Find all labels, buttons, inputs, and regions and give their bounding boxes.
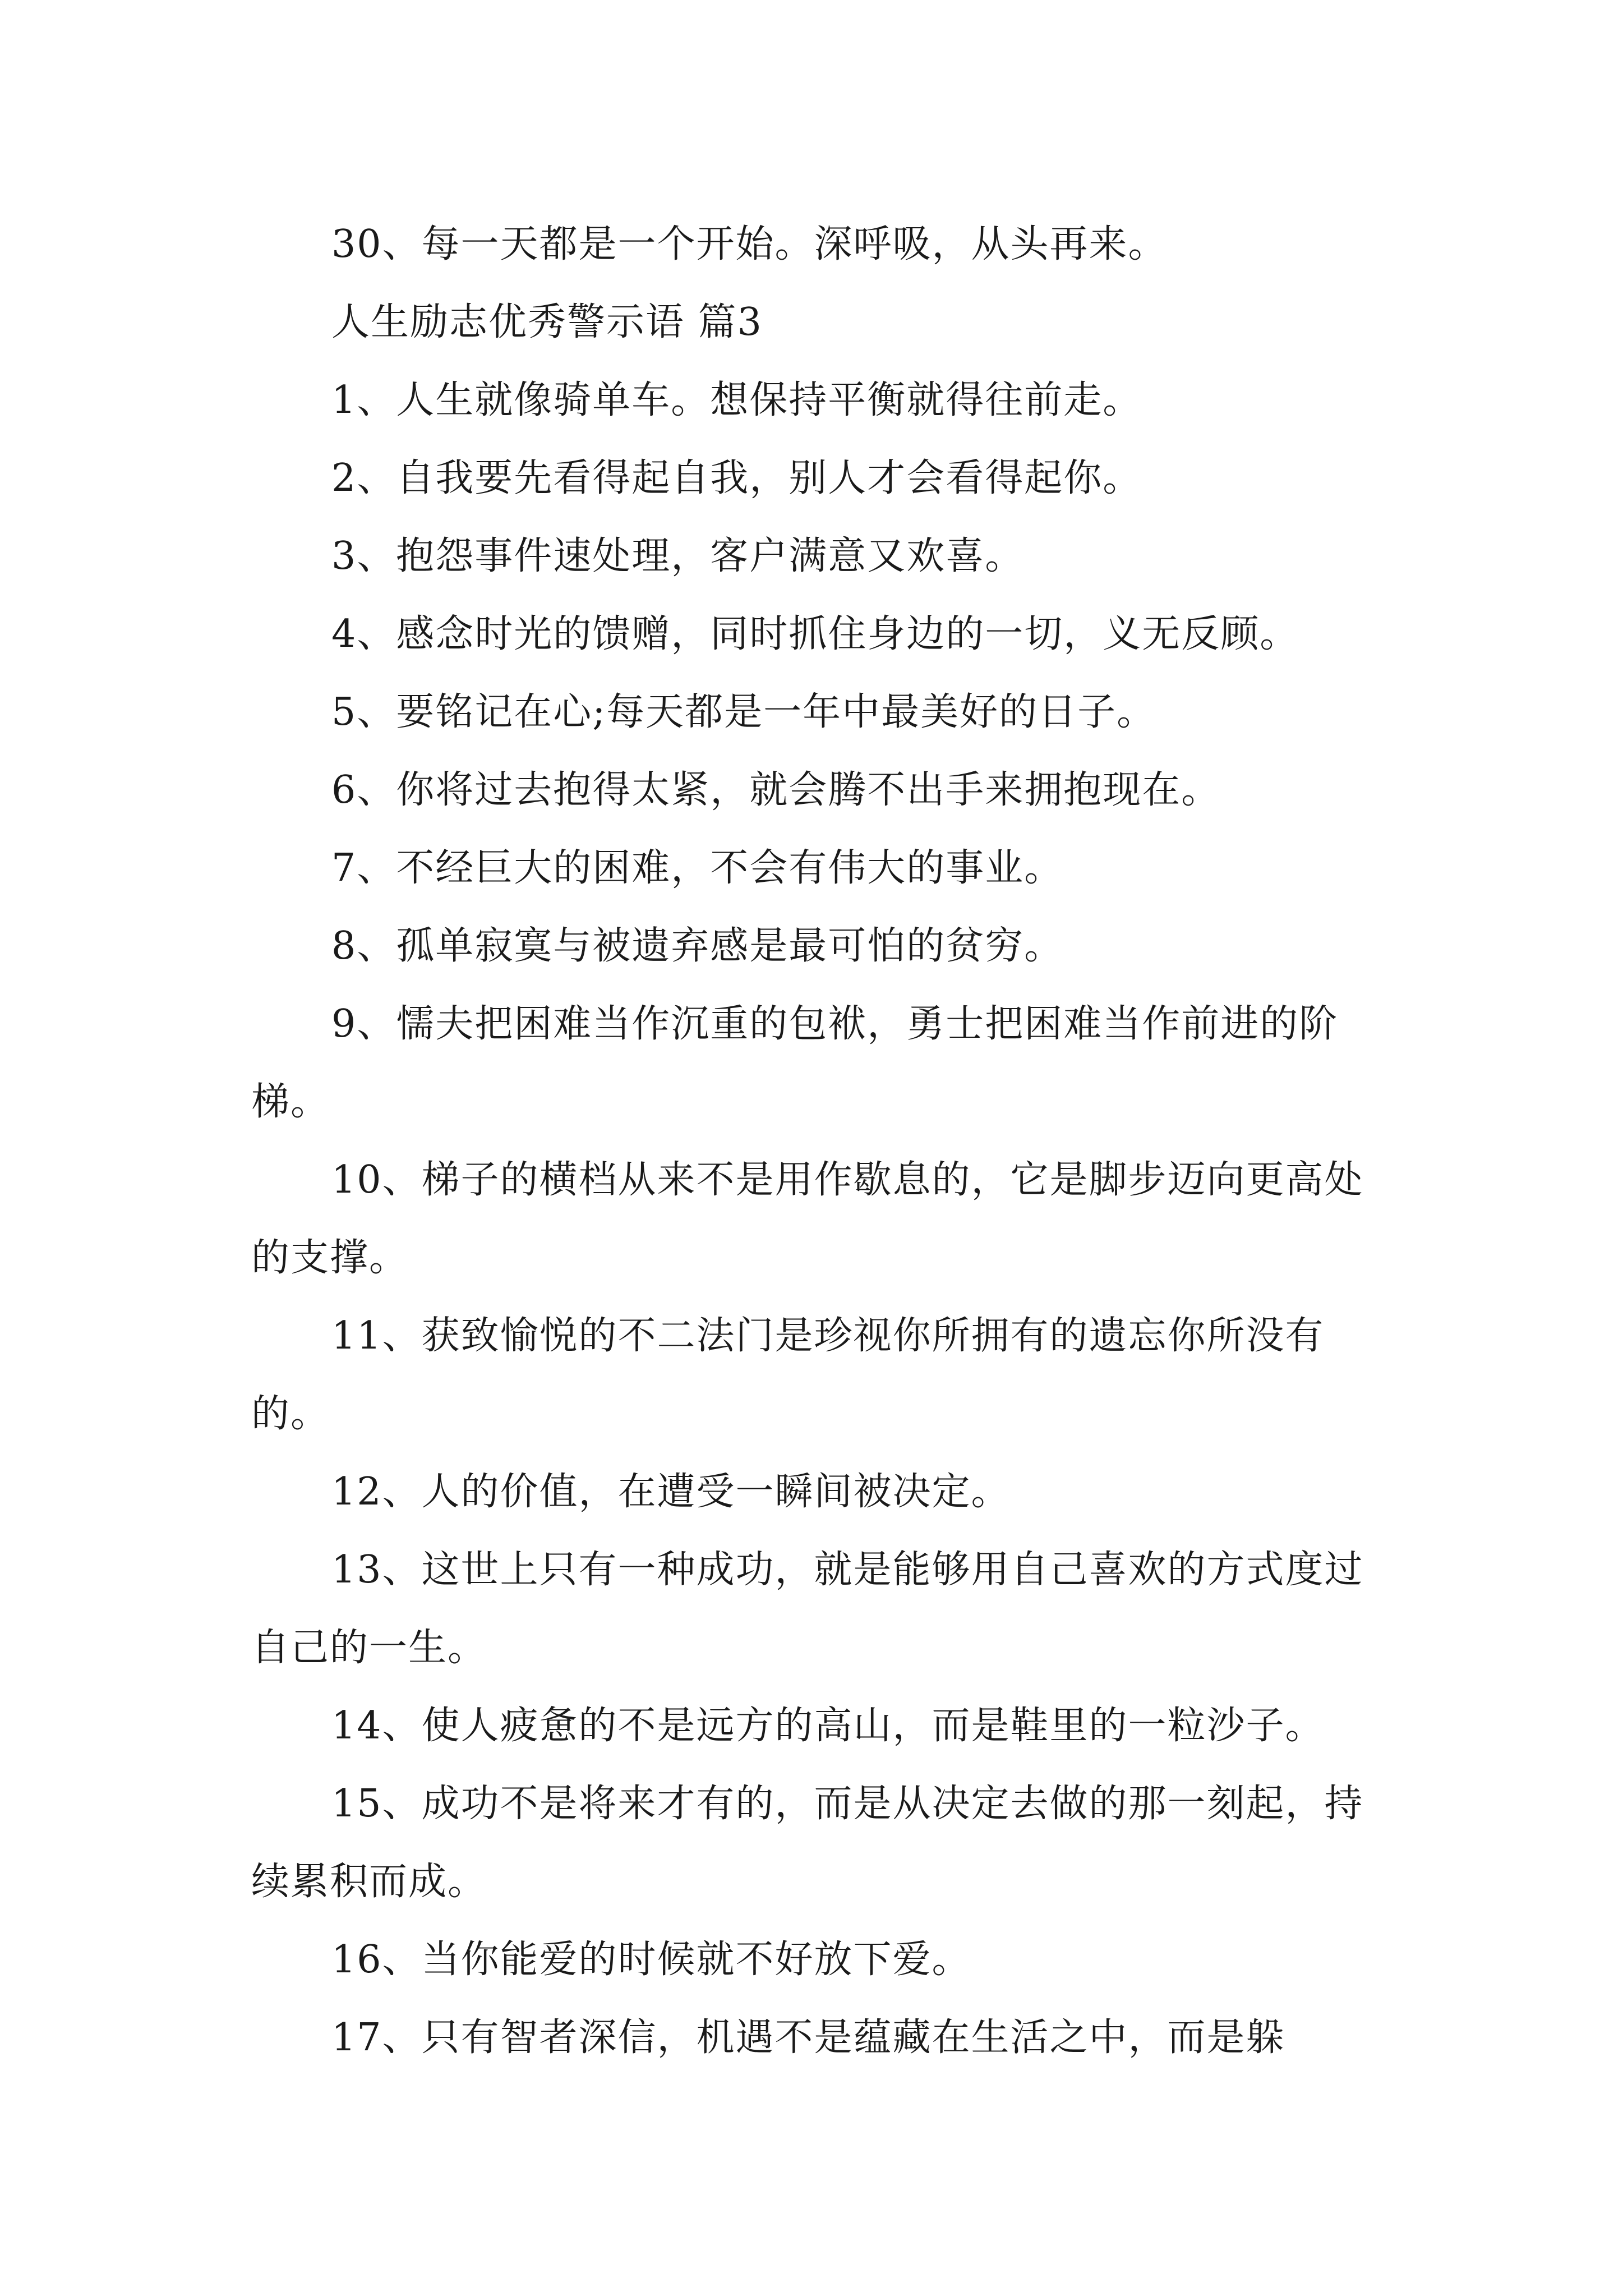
paragraph-16: 16、当你能爱的时候就不好放下爱。: [331, 1938, 971, 1982]
paragraph-10: 10、梯子的横档从来不是用作歇息的，它是脚步迈向更高处的支撑。: [251, 1158, 1364, 1280]
paragraph-9: 9、懦夫把困难当作沉重的包袱，勇士把困难当作前进的阶梯。: [251, 1002, 1339, 1124]
paragraph-14: 14、使人疲惫的不是远方的高山，而是鞋里的一粒沙子。: [331, 1704, 1325, 1748]
paragraph-2: 2、自我要先看得起自我，别人才会看得起你。: [331, 456, 1142, 500]
paragraph-4: 4、感念时光的馈赠，同时抓住身边的一切，义无反顾。: [331, 612, 1299, 656]
paragraph-11: 11、获致愉悦的不二法门是珍视你所拥有的遗忘你所没有的。: [251, 1314, 1325, 1436]
paragraph-1: 1、人生就像骑单车。想保持平衡就得往前走。: [331, 378, 1142, 422]
document-body: [251, 205, 1395, 2077]
paragraph-6: 6、你将过去抱得太紧，就会腾不出手来拥抱现在。: [331, 768, 1221, 812]
section-heading: 人生励志优秀警示语 篇3: [331, 300, 763, 344]
paragraph-5: 5、要铭记在心;每天都是一年中最美好的日子。: [331, 690, 1156, 734]
paragraph-12: 12、人的价值，在遭受一瞬间被决定。: [331, 1470, 1011, 1514]
paragraph-7: 7、不经巨大的困难，不会有伟大的事业。: [331, 846, 1064, 890]
paragraph-17: 17、只有智者深信，机遇不是蕴藏在生活之中，而是躲: [331, 2016, 1285, 2060]
paragraph-15: 15、成功不是将来才有的，而是从决定去做的那一刻起，持续累积而成。: [251, 1782, 1364, 1904]
paragraph-3: 3、抱怨事件速处理，客户满意又欢喜。: [331, 534, 1025, 578]
paragraph-30: 30、每一天都是一个开始。深呼吸，从头再来。: [331, 222, 1168, 266]
paragraph-8: 8、孤单寂寞与被遗弃感是最可怕的贫穷。: [331, 924, 1064, 968]
paragraph-13: 13、这世上只有一种成功，就是能够用自己喜欢的方式度过自己的一生。: [251, 1548, 1364, 1670]
